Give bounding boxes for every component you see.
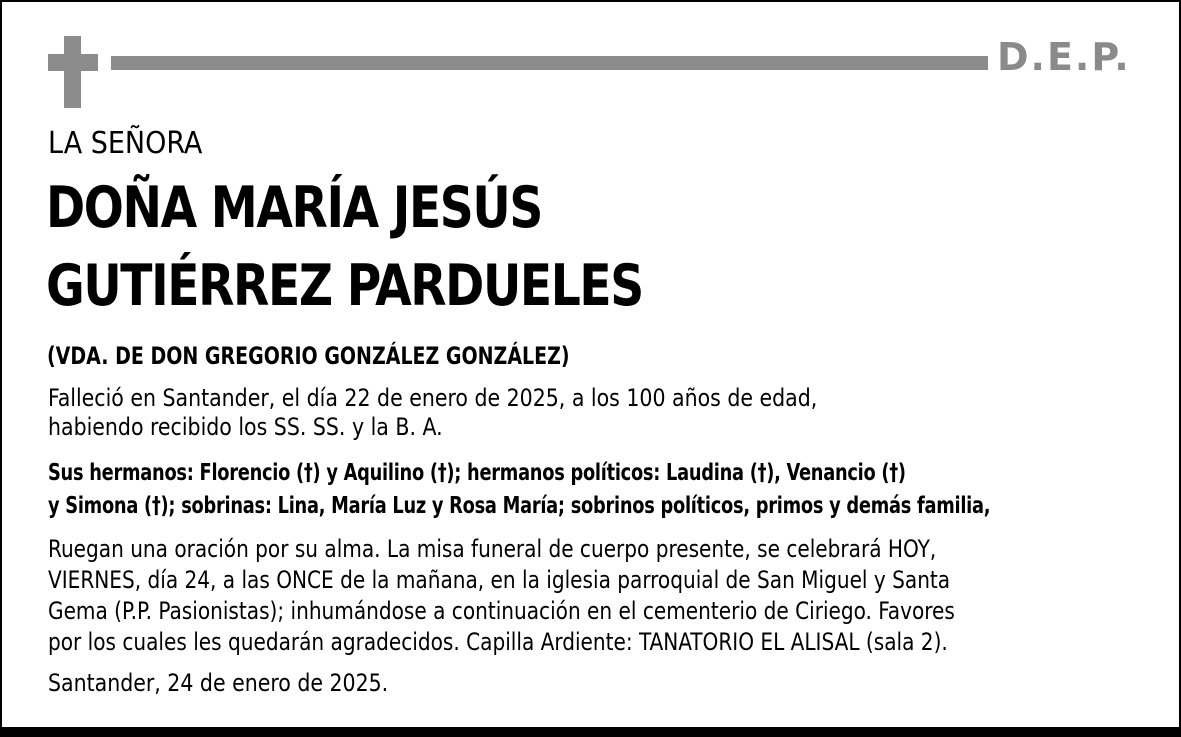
honorific-prefix: LA SEÑORA bbox=[48, 126, 203, 161]
death-paragraph bbox=[48, 384, 817, 442]
family-line: Sus hermanos: Florencio (†) y Aquilino (†); hermanos políticos: Laudina (†), Venancio (†) bbox=[48, 460, 906, 486]
header-rule bbox=[111, 56, 988, 70]
prayer-line: Gema (P.P. Pasionistas); inhumándose a continuación en el cementerio de Ciriego. Favores bbox=[48, 597, 955, 625]
death-line: habiendo recibido los SS. SS. y la B. A. bbox=[48, 413, 443, 441]
closing-date-line: Santander, 24 de enero de 2025. bbox=[48, 669, 389, 697]
prayer-line: por los cuales les quedarán agradecidos. Capilla Ardiente: TANATORIO EL ALISAL (sala 2). bbox=[48, 628, 948, 656]
death-line: Falleció en Santander, el día 22 de enero de 2025, a los 100 años de edad, bbox=[48, 384, 818, 412]
cross-icon bbox=[48, 36, 98, 108]
prayer-paragraph bbox=[48, 534, 955, 658]
family-line: y Simona (†); sobrinas: Lina, María Luz y Rosa María; sobrinos políticos, primos y demás familia, bbox=[48, 493, 991, 519]
dep-label: D.E.P. bbox=[997, 35, 1131, 79]
deceased-name-line-1: DOÑA MARÍA JESÚS bbox=[46, 175, 542, 241]
family-paragraph bbox=[48, 457, 990, 523]
prayer-line: VIERNES, día 24, a las ONCE de la mañana, en la iglesia parroquial de San Miguel y Santa bbox=[48, 566, 951, 594]
prayer-line: Ruegan una oración por su alma. La misa funeral de cuerpo presente, se celebrará HOY, bbox=[48, 535, 937, 563]
widow-of-line: (VDA. DE DON GREGORIO GONZÁLEZ GONZÁLEZ) bbox=[47, 342, 570, 370]
deceased-name-line-2: GUTIÉRREZ PARDUELES bbox=[46, 253, 643, 319]
